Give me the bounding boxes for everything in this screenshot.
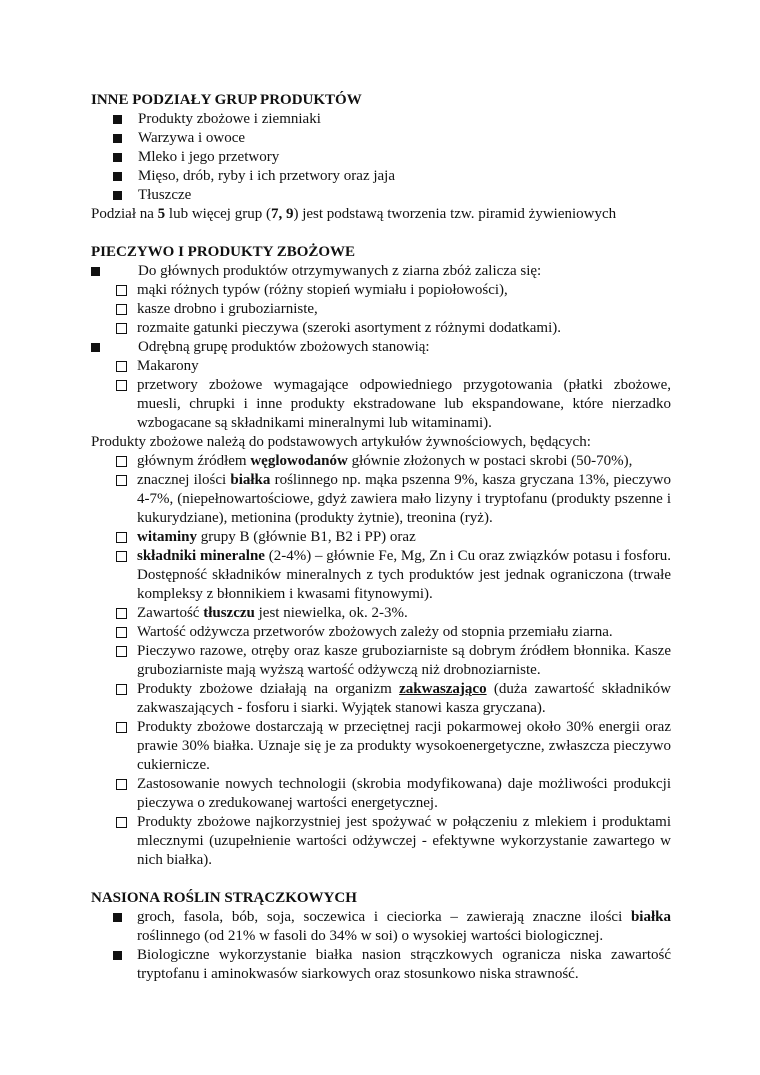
item-bold: tłuszczu bbox=[203, 605, 255, 621]
item-bold: składniki mineralne bbox=[137, 548, 265, 564]
grain-main-list-2 bbox=[91, 338, 671, 357]
item-text: Produkty zbożowe działają na organizm bbox=[137, 681, 400, 697]
list-item: Odrębną grupę produktów zbożowych stanowią: bbox=[91, 338, 671, 357]
item-text: jest niewielka, ok. 2-3%. bbox=[254, 605, 408, 621]
item-bold: białka bbox=[230, 472, 271, 488]
list-item: Biologiczne wykorzystanie białka nasion strączkowych ogranicza niska zawartość tryptofanu i aminokwasów siarkowych oraz stosunkowo niska strawność. bbox=[91, 946, 671, 984]
list-item: Warzywa i owoce bbox=[91, 129, 671, 148]
list-item bbox=[91, 547, 671, 604]
list-item bbox=[91, 604, 671, 623]
list-item: Produkty zbożowe najkorzystniej jest spożywać w połączeniu z mlekiem i produktami mlecznymi (uzupełnienie wartości odżywczej - efektywne wykorzystanie zawartego w nich białka). bbox=[91, 813, 671, 870]
list-item bbox=[91, 528, 671, 547]
grain-properties-list bbox=[91, 452, 671, 870]
note-text: ) jest podstawą tworzenia tzw. piramid żywieniowych bbox=[293, 206, 617, 222]
item-text: (2-4%) – głównie Fe, Mg, Zn i Cu oraz związków potasu i fosforu. Dostępność składników mineralnych z tych produktów jest jednak ograniczona (trwałe kompleksy z błonnikiem i kwasami fitynowymi). bbox=[137, 548, 671, 602]
item-text: znacznej ilości bbox=[137, 472, 231, 488]
item-text: roślinnego (od 21% w fasoli do 34% w soi) o wysokiej wartości biologicznej. bbox=[137, 928, 604, 944]
item-text: głównym źródłem bbox=[137, 453, 251, 469]
list-item: Do głównych produktów otrzymywanych z ziarna zbóż zalicza się: bbox=[91, 262, 671, 281]
section-heading-inne: INNE PODZIAŁY GRUP PRODUKTÓW bbox=[91, 92, 362, 108]
grain-products-sublist bbox=[91, 281, 671, 338]
list-item: Produkty zbożowe dostarczają w przeciętnej racji pokarmowej około 30% energii oraz prawie 30% białka. Uznaje się je za produkty wysokoenergetyczne, zwłaszcza pieczywo cukiernicze. bbox=[91, 718, 671, 775]
grain-intro: Produkty zbożowe należą do podstawowych artykułów żywnościowych, będących: bbox=[91, 434, 591, 450]
item-text: roślinnego np. mąka pszenna 9%, kasza gryczana 13%, pieczywo 4-7%, (niepełnowartościowe, gdyż zawiera mało lizyny i tryptofanu (produkty pszenne i kukurydziane), metionina (produkty żytnie), treonina (ryż). bbox=[137, 472, 671, 526]
item-text: głównie złożonych w postaci skrobi (50-70%), bbox=[347, 453, 633, 469]
list-item: przetwory zbożowe wymagające odpowiedniego przygotowania (płatki zbożowe, muesli, chrupki i inne produkty ekstradowane lub ekspandowane, które nierzadko wzbogacane są składnikami mineralnymi lub witaminami). bbox=[91, 376, 671, 433]
item-text: groch, fasola, bób, soja, soczewica i cieciorka – zawierają znaczne ilości bbox=[137, 909, 631, 925]
item-bold: witaminy bbox=[137, 529, 197, 545]
item-underlined-bold: zakwaszająco bbox=[399, 681, 487, 697]
grain-other-sublist bbox=[91, 357, 671, 433]
note-bold: 5 bbox=[157, 206, 166, 222]
legumes-list bbox=[91, 908, 671, 984]
list-item: mąki różnych typów (różny stopień wymiału i popiołowości), bbox=[91, 281, 671, 300]
list-item bbox=[91, 680, 671, 718]
note-text: Podział na bbox=[91, 206, 158, 222]
item-bold: białka bbox=[630, 909, 671, 925]
note-bold: 7, 9 bbox=[270, 206, 294, 222]
document-page bbox=[91, 91, 671, 984]
list-item: Wartość odżywcza przetworów zbożowych zależy od stopnia przemiału ziarna. bbox=[91, 623, 671, 642]
list-item: Zastosowanie nowych technologii (skrobia modyfikowana) daje możliwości produkcji pieczywa o zredukowanej wartości energetycznej. bbox=[91, 775, 671, 813]
list-item: rozmaite gatunki pieczywa (szeroki asortyment z różnymi dodatkami). bbox=[91, 319, 671, 338]
list-item: Mięso, drób, ryby i ich przetwory oraz jaja bbox=[91, 167, 671, 186]
list-item: Makarony bbox=[91, 357, 671, 376]
list-item: Pieczywo razowe, otręby oraz kasze gruboziarniste są dobrym źródłem błonnika. Kasze gruboziarniste mają wyższą wartość odżywczą niż drobnoziarniste. bbox=[91, 642, 671, 680]
product-groups-list bbox=[91, 110, 671, 205]
division-note bbox=[91, 205, 671, 224]
section-heading-pieczywo: PIECZYWO I PRODUKTY ZBOŻOWE bbox=[91, 244, 356, 260]
list-item: Produkty zbożowe i ziemniaki bbox=[91, 110, 671, 129]
section-heading-nasiona: NASIONA ROŚLIN STRĄCZKOWYCH bbox=[91, 890, 357, 906]
item-text: grupy B (głównie B1, B2 i PP) oraz bbox=[197, 529, 416, 545]
list-item: Mleko i jego przetwory bbox=[91, 148, 671, 167]
item-text: (duża zawartość składników zakwaszających - fosforu i siarki. Wyjątek stanowi kasza gryczana). bbox=[137, 681, 672, 716]
grain-main-list bbox=[91, 262, 671, 281]
note-text: lub więcej grup ( bbox=[165, 206, 271, 222]
list-item: Tłuszcze bbox=[91, 186, 671, 205]
item-bold: węglowodanów bbox=[250, 453, 348, 469]
list-item bbox=[91, 908, 671, 946]
item-text: Zawartość bbox=[137, 605, 204, 621]
list-item bbox=[91, 452, 671, 471]
list-item bbox=[91, 471, 671, 528]
list-item: kasze drobno i gruboziarniste, bbox=[91, 300, 671, 319]
